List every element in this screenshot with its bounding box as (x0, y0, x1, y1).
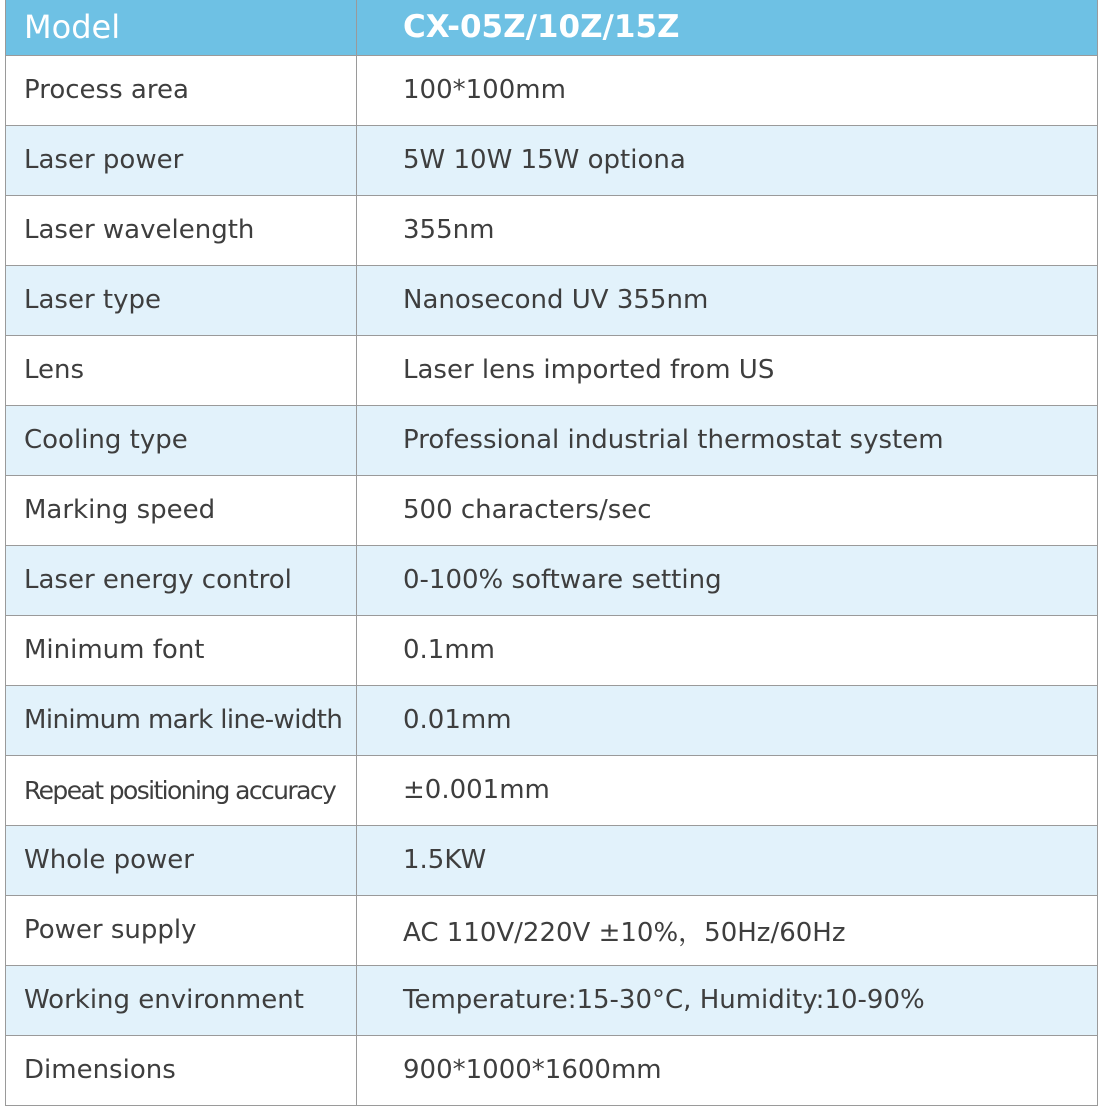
header-value: CX-05Z/10Z/15Z (357, 0, 1098, 55)
table-row (6, 475, 1098, 545)
table-row (6, 895, 1098, 965)
row-label: Laser wavelength (6, 195, 357, 265)
table-row (6, 545, 1098, 615)
header-row (6, 0, 1098, 55)
row-value: 0.1mm (357, 615, 1098, 685)
row-value: 100*100mm (357, 55, 1098, 125)
row-value: 900*1000*1600mm (357, 1035, 1098, 1105)
row-value: 500 characters/sec (357, 475, 1098, 545)
row-value: AC 110V/220V ±10%，50Hz/60Hz (357, 895, 1098, 965)
table-row (6, 125, 1098, 195)
row-label: Power supply (6, 895, 357, 965)
row-label: Lens (6, 335, 357, 405)
row-label: Laser power (6, 125, 357, 195)
table-row (6, 335, 1098, 405)
row-value: Temperature:15-30°C, Humidity:10-90% (357, 965, 1098, 1035)
row-label: Minimum font (6, 615, 357, 685)
row-label: Cooling type (6, 405, 357, 475)
table-row (6, 265, 1098, 335)
row-label: Minimum mark line-width (6, 685, 357, 755)
table-row (6, 615, 1098, 685)
row-label: Laser energy control (6, 545, 357, 615)
row-label: Process area (6, 55, 357, 125)
row-label: Repeat positioning accuracy (6, 755, 357, 825)
row-value: 355nm (357, 195, 1098, 265)
row-label: Dimensions (6, 1035, 357, 1105)
row-value: 0-100% software setting (357, 545, 1098, 615)
row-value: Nanosecond UV 355nm (357, 265, 1098, 335)
table-row (6, 195, 1098, 265)
table-row (6, 55, 1098, 125)
table-row (6, 825, 1098, 895)
table-row (6, 1035, 1098, 1105)
row-label: Laser type (6, 265, 357, 335)
spec-table (5, 0, 1098, 1106)
table-row (6, 685, 1098, 755)
row-value: Laser lens imported from US (357, 335, 1098, 405)
row-value: ±0.001mm (357, 755, 1098, 825)
row-value: 5W 10W 15W optiona (357, 125, 1098, 195)
header-label: Model (6, 0, 357, 55)
table-row (6, 405, 1098, 475)
row-value: Professional industrial thermostat system (357, 405, 1098, 475)
row-label: Marking speed (6, 475, 357, 545)
row-value: 1.5KW (357, 825, 1098, 895)
row-label: Whole power (6, 825, 357, 895)
row-label: Working environment (6, 965, 357, 1035)
row-value: 0.01mm (357, 685, 1098, 755)
table-row (6, 965, 1098, 1035)
table-row (6, 755, 1098, 825)
